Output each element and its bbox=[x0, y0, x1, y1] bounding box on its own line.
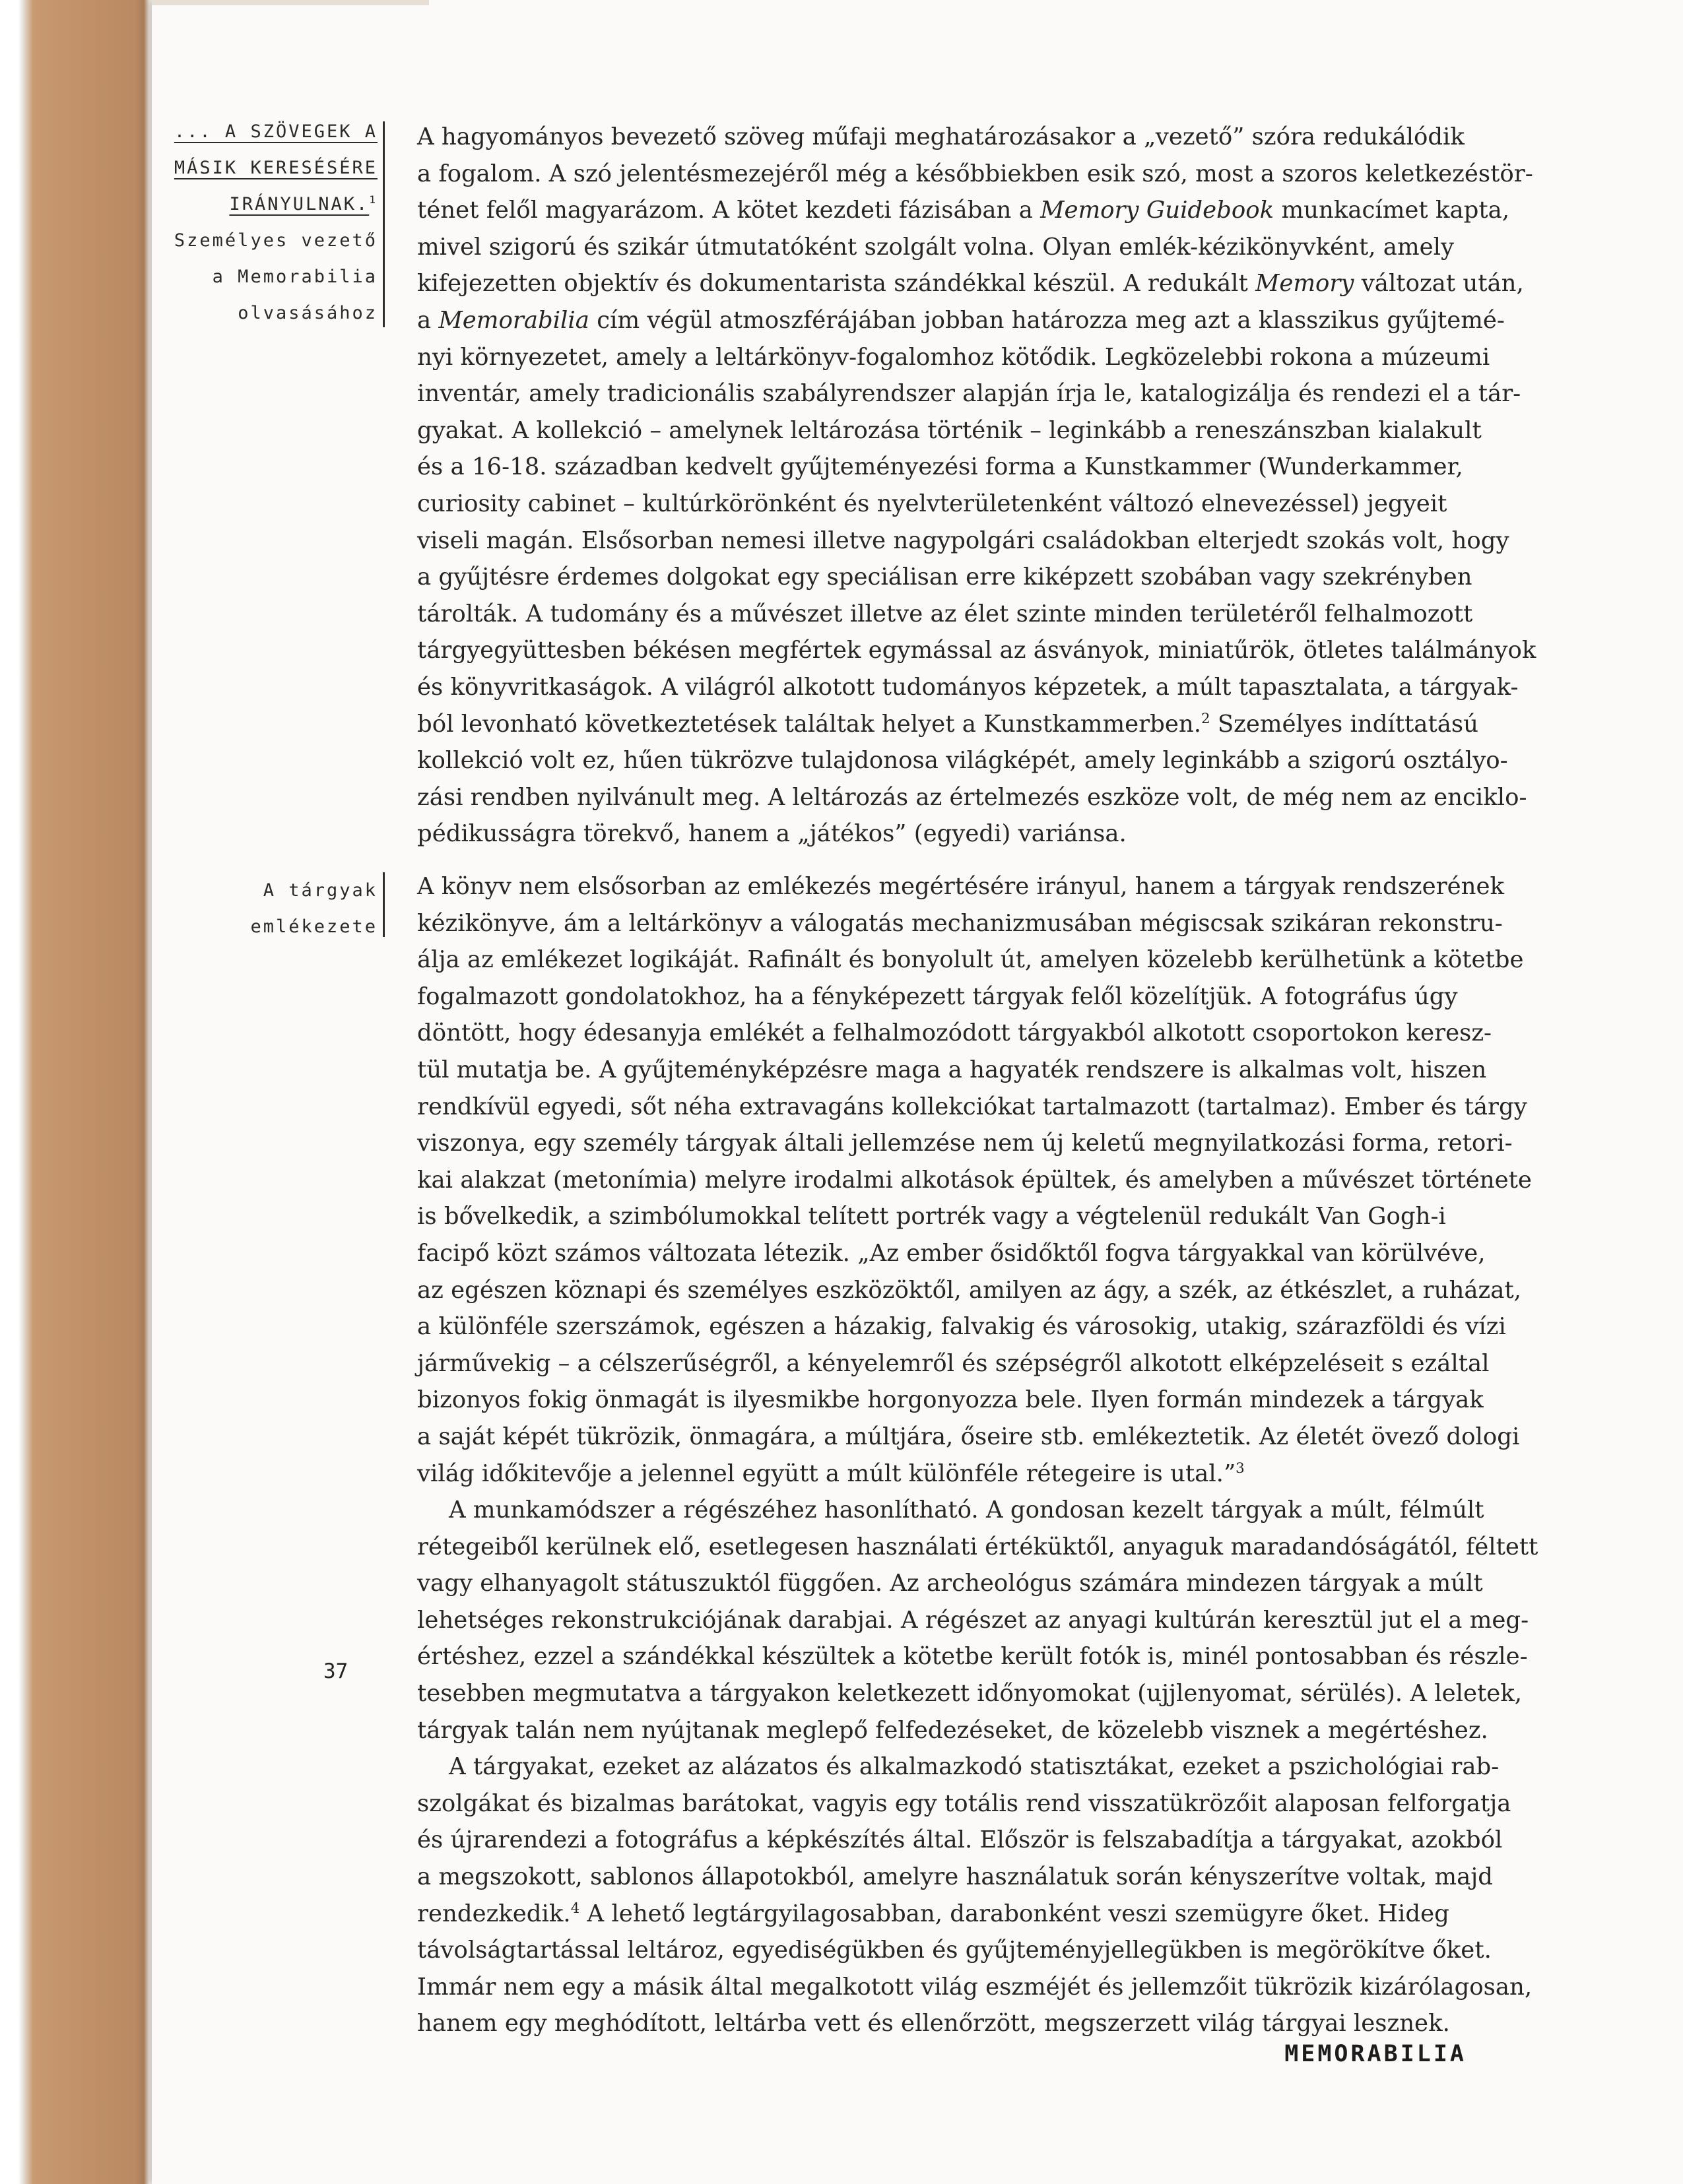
text-line: a megszokott, sablonos állapotokból, amelyre használatuk során kényszerítve voltak, majd bbox=[417, 1863, 1493, 1891]
text-line: tül mutatja be. A gyűjteményképzésre maga a hagyaték rendszere is alkalmas volt, hiszen bbox=[417, 1056, 1487, 1083]
text-line: bizonyos fokig önmagát is ilyesmikbe horgonyozza bele. Ilyen formán mindezek a tárgyak bbox=[417, 1386, 1484, 1414]
italic-title: Memorabilia bbox=[438, 306, 589, 334]
footnote-ref: 1 bbox=[369, 193, 378, 206]
scanner-binding-edge bbox=[0, 0, 155, 2184]
text-line: kézikönyve, ám a leltárkönyv a válogatás mechanizmusában mégiscsak szikáran rekonstru- bbox=[417, 909, 1503, 937]
text-line: hanem egy meghódított, leltárba vett és ellenőrzött, megszerzett világ tárgyai lesznek. bbox=[417, 2010, 1450, 2038]
text-line: a Memorabilia cím végül atmoszférájában jobban határozza meg azt a klasszikus gyűjtemé- bbox=[417, 306, 1505, 334]
text-line: A munkamódszer a régészéhez hasonlítható. A gondosan kezelt tárgyak a múlt, félmúlt bbox=[449, 1496, 1484, 1524]
running-footer-title: MEMORABILIA bbox=[1284, 2041, 1467, 2067]
page-number: 37 bbox=[323, 1659, 348, 1683]
text-line: A könyv nem elsősorban az emlékezés megértésére irányul, hanem a tárgyak rendszerének bbox=[417, 873, 1504, 900]
margin-title-line: MÁSIK KERESÉSÉRE bbox=[174, 158, 378, 178]
paragraph bbox=[417, 119, 1536, 852]
text-line: kifejezetten objektív és dokumentarista szándékkal készül. A redukált Memory változat után, bbox=[417, 270, 1524, 298]
text-line: távolságtartással leltároz, egyediségükben és gyűjteményjellegükben is megörökítve őket. bbox=[417, 1937, 1492, 1964]
text-line: szolgákat és bizalmas barátokat, vagyis egy totális rend visszatükrözőit alaposan felforgatja bbox=[417, 1789, 1511, 1817]
text-line: curiosity cabinet – kultúrkörönként és nyelvterületenként változó elnevezéssel) jegyeit bbox=[417, 490, 1447, 517]
text-line: a különféle szerszámok, egészen a házakig, falvakig és városokig, utakig, szárazföldi és vízi bbox=[417, 1313, 1506, 1341]
text-line: lehetséges rekonstrukciójának darabjai. A régészet az anyagi kultúrán keresztül jut el a meg- bbox=[417, 1606, 1529, 1634]
body-text-section-1 bbox=[417, 119, 1536, 852]
italic-title: Memory bbox=[1255, 270, 1354, 298]
text-line: és könyvritkaságok. A világról alkotott tudományos képzetek, a múlt tapasztalata, a tárgyak- bbox=[417, 673, 1519, 701]
text-line: ból levonható következtetések találtak helyet a Kunstkammerben.$^2$ Személyes indíttatású bbox=[417, 710, 1478, 738]
page-top-edge bbox=[152, 0, 429, 5]
text-line: is bővelkedik, a szimbólumokkal telített portrék vagy a végtelenül redukált Van Gogh-i bbox=[417, 1203, 1446, 1231]
text-line: Immár nem egy a másik által megalkotott világ eszméjét és jellemzőit tükrözik kizárólagosan, bbox=[417, 1973, 1533, 2001]
margin-divider bbox=[383, 121, 385, 327]
text-line: zási rendben nyilvánult meg. A leltározás az értelmezés eszköze volt, de még nem az enciklo- bbox=[417, 783, 1527, 811]
text-line: fogalmazott gondolatokhoz, ha a fényképezett tárgyak felől közelítjük. A fotográfus úgy bbox=[417, 982, 1458, 1010]
body-text-section-2 bbox=[417, 868, 1538, 2042]
text-line: rétegeiből kerülnek elő, esetlegesen használati értéküktől, anyaguk maradandóságától, féltett bbox=[417, 1533, 1538, 1560]
text-line: tárgyak talán nem nyújtanak meglepő felfedezéseket, de közelebb visznek a megértéshez. bbox=[417, 1716, 1488, 1744]
text-line: járművekig – a célszerűségről, a kényelemről és szépségről alkotott elképzeléseit s ezáltal bbox=[417, 1349, 1490, 1377]
margin-heading-line: A tárgyak bbox=[263, 880, 378, 901]
text-line: gyakat. A kollekció – amelynek leltározása történik – leginkább a reneszánszban kialakult bbox=[417, 416, 1482, 444]
footnote-ref: 2 bbox=[1201, 710, 1210, 727]
text-line: az egészen köznapi és személyes eszközöktől, amilyen az ágy, a szék, az étkészlet, a ruházat, bbox=[417, 1276, 1521, 1304]
text-line: mivel szigorú és szikár útmutatóként szolgált volna. Olyan emlék-kézikönyvként, amely bbox=[417, 233, 1455, 261]
text-line: rendezkedik.$^4$ A lehető legtárgyilagosabban, darabonként veszi szemügyre őket. Hideg bbox=[417, 1900, 1449, 1927]
text-line: a saját képét tükrözik, önmagára, a múltjára, őseire stb. emlékeztetik. Az életét övező dologi bbox=[417, 1423, 1520, 1450]
text-line: tesebben megmutatva a tárgyakon keletkezett időnyomokat (ujjlenyomat, sérülés). A leletek, bbox=[417, 1680, 1523, 1708]
margin-title-line: ... A SZÖVEGEK A bbox=[174, 121, 378, 142]
text-line: kai alakzat (metonímia) melyre irodalmi alkotások épültek, és amelyben a művészet története bbox=[417, 1166, 1532, 1194]
margin-subtitle-line: olvasásához bbox=[238, 303, 378, 323]
margin-note-section-2 bbox=[250, 872, 378, 945]
text-line: világ időkitevője a jelennel együtt a múlt különféle rétegeire is utal.”$^3$ bbox=[417, 1460, 1245, 1487]
text-line: és a 16-18. században kedvelt gyűjteményezési forma a Kunstkammer (Wunderkammer, bbox=[417, 453, 1463, 481]
margin-note-section-1 bbox=[174, 113, 378, 331]
text-line: döntött, hogy édesanyja emlékét a felhalmozódott tárgyakból alkotott csoportokon keresz- bbox=[417, 1019, 1492, 1047]
text-line: rendkívül egyedi, sőt néha extravagáns kollekciókat tartalmazott (tartalmaz). Ember és tárgy bbox=[417, 1093, 1527, 1120]
text-line: kollekció volt ez, hűen tükrözve tulajdonosa világképét, amely leginkább a szigorú osztályo- bbox=[417, 747, 1508, 775]
paragraph bbox=[417, 1492, 1538, 1749]
italic-title: Memory Guidebook bbox=[1040, 197, 1274, 224]
text-line: a fogalom. A szó jelentésmezejéről még a későbbiekben esik szó, most a szoros keletkezéstör- bbox=[417, 160, 1533, 187]
text-line: inventár, amely tradicionális szabályrendszer alapján írja le, katalogizálja és rendezi el a tár- bbox=[417, 380, 1521, 408]
paragraph bbox=[417, 868, 1532, 1492]
text-line: a gyűjtésre érdemes dolgokat egy speciálisan erre kiképzett szobában vagy szekrényben bbox=[417, 563, 1472, 591]
text-line: viszonya, egy személy tárgyak általi jellemzése nem új keletű megnyilatkozási forma, retori- bbox=[417, 1130, 1513, 1157]
text-line: A hagyományos bevezető szöveg műfaji meghatározásakor a „vezető” szóra redukálódik bbox=[417, 123, 1465, 150]
text-line: tárgyegyüttesben békésen megfértek egymással az ásványok, miniatűrök, ötletes találmányok bbox=[417, 637, 1536, 664]
text-line: pédikusságra törekvő, hanem a „játékos” (egyedi) variánsa. bbox=[417, 820, 1127, 848]
text-line: vagy elhanyagolt státuszuktól függően. Az archeológus számára mindezen tárgyak a múlt bbox=[417, 1570, 1483, 1597]
margin-subtitle-line: a Memorabilia bbox=[212, 267, 378, 287]
footnote-ref: 4 bbox=[570, 1900, 580, 1917]
text-line: A tárgyakat, ezeket az alázatos és alkalmazkodó statisztákat, ezeket a pszichológiai rab- bbox=[449, 1753, 1500, 1781]
footnote-ref: 3 bbox=[1236, 1460, 1245, 1477]
text-line: viseli magán. Elsősorban nemesi illetve nagypolgári családokban elterjedt szokás volt, hogy bbox=[417, 527, 1509, 554]
text-line: ténet felől magyarázom. A kötet kezdeti fázisában a Memory Guidebook munkacímet kapta, bbox=[417, 197, 1510, 224]
text-line: és újrarendezi a fotográfus a képkészítés által. Először is felszabadítja a tárgyakat, azokból bbox=[417, 1826, 1503, 1854]
text-line: álja az emlékezet logikáját. Rafinált és bonyolult út, amelyen közelebb kerülhetünk a kötetbe bbox=[417, 946, 1524, 974]
paragraph bbox=[417, 1749, 1533, 2042]
margin-heading-line: emlékezete bbox=[250, 916, 378, 937]
text-line: értéshez, ezzel a szándékkal készültek a kötetbe került fotók is, minél pontosabban és részle- bbox=[417, 1643, 1528, 1671]
text-line: tárolták. A tudomány és a művészet illetve az élet szinte minden területéről felhalmozott bbox=[417, 600, 1473, 627]
margin-title-line: IRÁNYULNAK.$^1$ bbox=[229, 193, 378, 214]
text-line: nyi környezetet, amely a leltárkönyv-fogalomhoz kötődik. Legközelebbi rokona a múzeumi bbox=[417, 343, 1490, 371]
text-line: facipő közt számos változata létezik. „Az ember ősidőktől fogva tárgyakkal van körülvéve, bbox=[417, 1239, 1486, 1267]
margin-divider bbox=[383, 872, 385, 937]
margin-subtitle-line: Személyes vezető bbox=[174, 230, 378, 251]
